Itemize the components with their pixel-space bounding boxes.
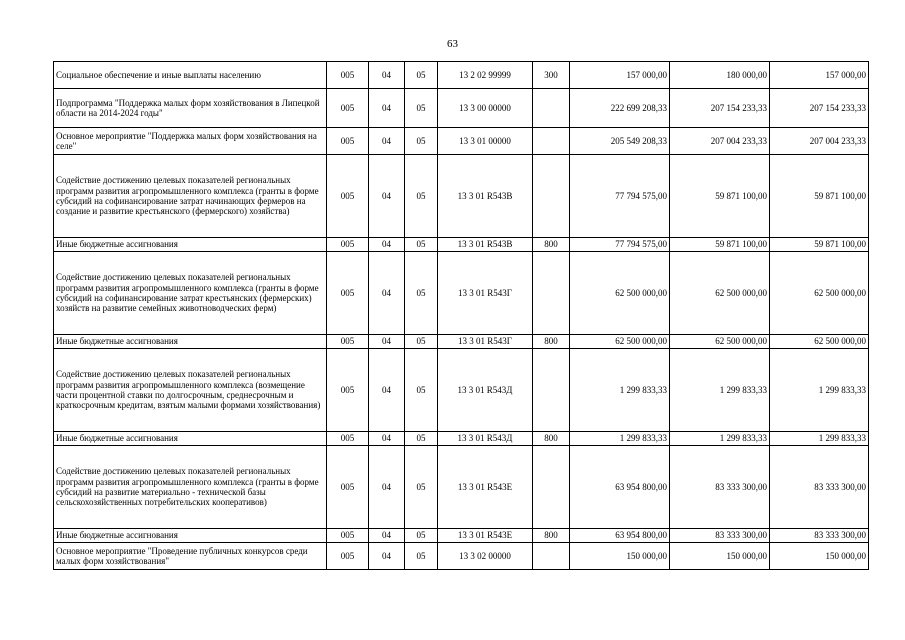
cell-amount-2: 207 154 233,33 [670,89,770,128]
table-row [54,446,869,529]
cell-amount-1: 205 549 208,33 [570,128,670,155]
table-row [54,252,869,335]
cell-target-article: 13 3 01 R543Г [438,252,533,335]
cell-amount-3: 1 299 833,33 [770,432,869,446]
cell-target-article: 13 3 01 R543В [438,155,533,238]
table-row [54,349,869,432]
cell-subsection: 05 [405,446,438,529]
cell-target-article: 13 3 01 R543В [438,238,533,252]
cell-ministry-code: 005 [327,335,369,349]
cell-name: Иные бюджетные ассигнования [54,335,327,349]
table-row [54,238,869,252]
cell-expense-type [533,543,570,570]
cell-amount-2: 62 500 000,00 [670,335,770,349]
cell-amount-1: 77 794 575,00 [570,238,670,252]
table-row [54,543,869,570]
cell-name: Иные бюджетные ассигнования [54,529,327,543]
table-row [54,128,869,155]
cell-expense-type [533,252,570,335]
cell-subsection: 05 [405,62,438,89]
cell-name: Иные бюджетные ассигнования [54,432,327,446]
cell-subsection: 05 [405,238,438,252]
cell-name: Содействие достижению целевых показателей региональных программ развития агропромышленного комплекса (гранты в форме субсидий на софинансирование затрат крестьянских (фермерских) хозяйств на развитие семейных животноводческих ферм) [54,252,327,335]
cell-target-article: 13 3 01 R543Д [438,349,533,432]
cell-expense-type: 800 [533,529,570,543]
cell-amount-2: 59 871 100,00 [670,238,770,252]
cell-subsection: 05 [405,89,438,128]
cell-expense-type [533,128,570,155]
cell-name: Социальное обеспечение и иные выплаты населению [54,62,327,89]
cell-section: 04 [369,128,405,155]
cell-amount-1: 157 000,00 [570,62,670,89]
cell-target-article: 13 3 01 R543Г [438,335,533,349]
cell-amount-2: 150 000,00 [670,543,770,570]
cell-amount-3: 62 500 000,00 [770,252,869,335]
table-row [54,62,869,89]
cell-subsection: 05 [405,529,438,543]
budget-table [53,61,869,570]
table-row [54,155,869,238]
cell-amount-2: 59 871 100,00 [670,155,770,238]
cell-amount-3: 150 000,00 [770,543,869,570]
cell-expense-type: 800 [533,238,570,252]
cell-expense-type [533,89,570,128]
cell-name: Содействие достижению целевых показателей региональных программ развития агропромышленного комплекса (возмещение части процентной ставки по долгосрочным, среднесрочным и краткосрочным кредитам, взятым малыми формами хозяйствования) [54,349,327,432]
cell-subsection: 05 [405,335,438,349]
cell-target-article: 13 3 00 00000 [438,89,533,128]
cell-subsection: 05 [405,155,438,238]
cell-amount-3: 62 500 000,00 [770,335,869,349]
cell-ministry-code: 005 [327,349,369,432]
cell-amount-1: 62 500 000,00 [570,252,670,335]
table-row [54,432,869,446]
cell-section: 04 [369,89,405,128]
cell-amount-2: 1 299 833,33 [670,349,770,432]
cell-amount-3: 83 333 300,00 [770,529,869,543]
cell-subsection: 05 [405,432,438,446]
cell-name: Содействие достижению целевых показателей региональных программ развития агропромышленного комплекса (гранты в форме субсидий на развитие материально - технической базы сельскохозяйственных потребительских кооперативов) [54,446,327,529]
cell-ministry-code: 005 [327,252,369,335]
cell-amount-2: 180 000,00 [670,62,770,89]
page-number: 63 [447,38,458,50]
cell-name: Содействие достижению целевых показателей региональных программ развития агропромышленного комплекса (гранты в форме субсидий на софинансирование затрат начинающих фермеров на создание и развитие крестьянского (фермерского) хозяйства) [54,155,327,238]
cell-target-article: 13 3 02 00000 [438,543,533,570]
cell-name: Подпрограмма "Поддержка малых форм хозяйствования в Липецкой области на 2014-2024 годы" [54,89,327,128]
cell-amount-3: 207 004 233,33 [770,128,869,155]
cell-expense-type: 800 [533,335,570,349]
cell-amount-2: 83 333 300,00 [670,446,770,529]
cell-expense-type [533,446,570,529]
cell-section: 04 [369,238,405,252]
cell-amount-1: 1 299 833,33 [570,432,670,446]
cell-amount-3: 59 871 100,00 [770,238,869,252]
cell-amount-3: 207 154 233,33 [770,89,869,128]
cell-name: Основное мероприятие "Поддержка малых форм хозяйствования на селе" [54,128,327,155]
cell-ministry-code: 005 [327,128,369,155]
cell-amount-2: 1 299 833,33 [670,432,770,446]
cell-section: 04 [369,543,405,570]
cell-amount-3: 1 299 833,33 [770,349,869,432]
cell-ministry-code: 005 [327,89,369,128]
cell-section: 04 [369,446,405,529]
table-row [54,335,869,349]
cell-section: 04 [369,335,405,349]
cell-name: Основное мероприятие "Проведение публичных конкурсов среди малых форм хозяйствования" [54,543,327,570]
cell-ministry-code: 005 [327,155,369,238]
cell-amount-1: 63 954 800,00 [570,529,670,543]
cell-amount-3: 59 871 100,00 [770,155,869,238]
cell-section: 04 [369,252,405,335]
cell-section: 04 [369,432,405,446]
cell-ministry-code: 005 [327,62,369,89]
cell-subsection: 05 [405,128,438,155]
cell-target-article: 13 3 01 R543Е [438,529,533,543]
cell-expense-type [533,349,570,432]
cell-amount-2: 83 333 300,00 [670,529,770,543]
cell-target-article: 13 3 01 R543Д [438,432,533,446]
cell-expense-type: 300 [533,62,570,89]
cell-amount-1: 1 299 833,33 [570,349,670,432]
cell-section: 04 [369,62,405,89]
cell-amount-1: 150 000,00 [570,543,670,570]
cell-amount-2: 207 004 233,33 [670,128,770,155]
cell-target-article: 13 3 01 00000 [438,128,533,155]
cell-section: 04 [369,349,405,432]
cell-amount-2: 62 500 000,00 [670,252,770,335]
table-row [54,89,869,128]
cell-amount-3: 157 000,00 [770,62,869,89]
cell-subsection: 05 [405,349,438,432]
table-body [54,62,869,570]
cell-amount-1: 63 954 800,00 [570,446,670,529]
cell-subsection: 05 [405,543,438,570]
cell-amount-1: 77 794 575,00 [570,155,670,238]
cell-amount-3: 83 333 300,00 [770,446,869,529]
cell-target-article: 13 2 02 99999 [438,62,533,89]
cell-section: 04 [369,529,405,543]
cell-ministry-code: 005 [327,543,369,570]
cell-amount-1: 62 500 000,00 [570,335,670,349]
table-row [54,529,869,543]
cell-name: Иные бюджетные ассигнования [54,238,327,252]
cell-ministry-code: 005 [327,446,369,529]
cell-ministry-code: 005 [327,238,369,252]
cell-ministry-code: 005 [327,529,369,543]
cell-expense-type: 800 [533,432,570,446]
cell-amount-1: 222 699 208,33 [570,89,670,128]
cell-ministry-code: 005 [327,432,369,446]
cell-target-article: 13 3 01 R543Е [438,446,533,529]
cell-subsection: 05 [405,252,438,335]
cell-expense-type [533,155,570,238]
cell-section: 04 [369,155,405,238]
